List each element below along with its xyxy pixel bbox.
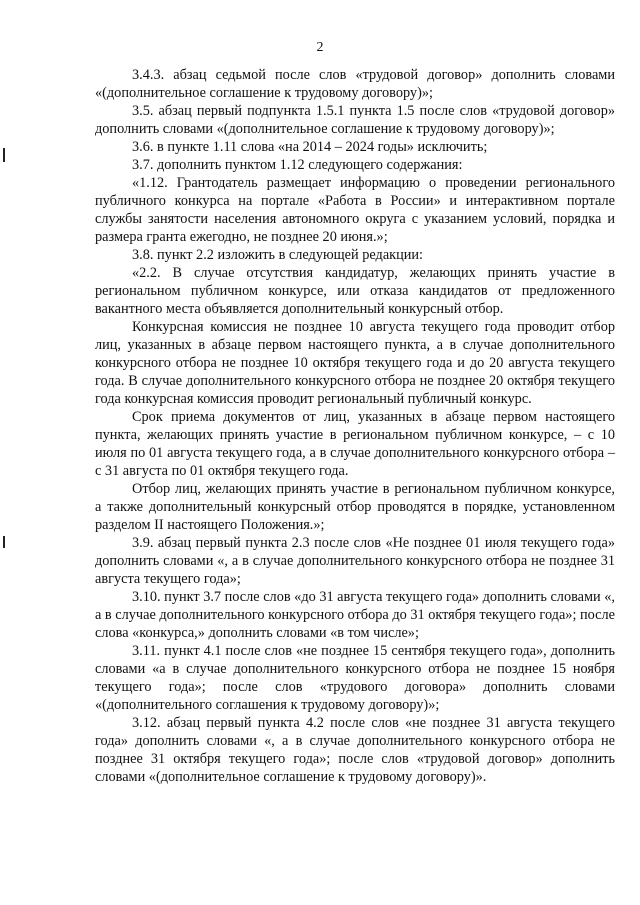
paragraph-3-10: 3.10. пункт 3.7 после слов «до 31 августа текущего года» дополнить словами «, а в случае дополнительного конкурсного отбора до 31 октября текущего года»; после слова «конкурса,» дополнить словами «в том числе»; xyxy=(95,589,615,641)
paragraph-3-7: 3.7. дополнить пунктом 1.12 следующего содержания: xyxy=(132,157,463,173)
paragraph-3-11: 3.11. пункт 4.1 после слов «не позднее 15 сентября текущего года», дополнить словами «а в случае дополнительного конкурсного отбора не позднее 15 ноября текущего года»; после слов «трудового договора» дополнить словами «(дополнительного соглашения к трудовому договору)»; xyxy=(95,643,615,713)
paragraph-3-5: 3.5. абзац первый подпункта 1.5.1 пункта 1.5 после слов «трудовой договор» дополнить словами «(дополнительное соглашение к трудовому договору)»; xyxy=(95,103,615,137)
paragraph-selection: Отбор лиц, желающих принять участие в региональном публичном конкурсе, а также дополнительный конкурсный отбор проводятся в порядке, установленном разделом II настоящего Положения.»; xyxy=(95,481,615,533)
paragraph-3-8: 3.8. пункт 2.2 изложить в следующей редакции: xyxy=(132,247,424,263)
page-number: 2 xyxy=(316,40,324,55)
paragraph-commission: Конкурсная комиссия не позднее 10 августа текущего года проводит отбор лиц, указанных в абзаце первом настоящего пункта, а в случае дополнительного конкурсного отбора не позднее 10 октября текущего года и до 20 августа текущего года. В случае дополнительного конкурсного отбора не позднее 20 октября текущего года конкурсная комиссия проводит региональный публичный конкурс. xyxy=(95,319,615,407)
scan-edge-mark-top xyxy=(3,148,5,162)
paragraph-1-12-text: «1.12. Грантодатель размещает информацию о проведении регионального публичного конкурса на портале «Работа в России» и интерактивном портале службы занятости населения автономного округа с указанием условий, порядка и размера гранта ежегодно, не позднее 20 июня.»; xyxy=(95,175,615,245)
paragraph-3-4-3: 3.4.3. абзац седьмой после слов «трудовой договор» дополнить словами «(дополнительное соглашение к трудовому договору)»; xyxy=(95,67,615,101)
paragraph-3-12: 3.12. абзац первый пункта 4.2 после слов «не позднее 31 августа текущего года» дополнить словами «, а в случае дополнительного конкурсного отбора не позднее 31 октября текущего года»; после слов «трудовой договор» дополнить словами «(дополнительное соглашение к трудовому договору)». xyxy=(95,715,615,785)
paragraph-3-9: 3.9. абзац первый пункта 2.3 после слов «Не позднее 01 июля текущего года» дополнить словами «, а в случае дополнительного конкурсного отбора не позднее 31 августа текущего года»; xyxy=(95,535,615,587)
paragraph-deadline: Срок приема документов от лиц, указанных в абзаце первом настоящего пункта, желающих принять участие в региональном публичном конкурсе, – с 10 июля по 01 августа текущего года, а в случае дополнительного конкурсного отбора – с 31 августа по 01 октября текущего года. xyxy=(95,409,615,479)
paragraph-3-6: 3.6. в пункте 1.11 слова «на 2014 – 2024 годы» исключить; xyxy=(132,139,488,155)
paragraph-2-2-text: «2.2. В случае отсутствия кандидатур, желающих принять участие в региональном публичном конкурсе, или отказа кандидатов от предложенного вакантного места объявляется дополнительный конкурсный отбор. xyxy=(95,265,615,317)
document-body xyxy=(95,66,615,786)
scan-edge-mark-bottom xyxy=(3,536,5,548)
